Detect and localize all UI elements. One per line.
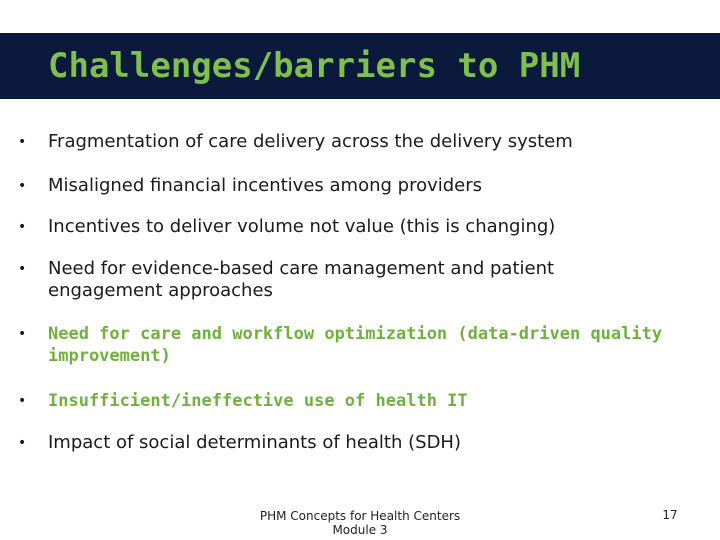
footer-line: PHM Concepts for Health Centers: [259, 509, 461, 523]
bullet-item: [18, 175, 678, 197]
bullet-text: Fragmentation of care delivery across the delivery system: [48, 131, 573, 152]
page-number: 17: [662, 508, 678, 522]
slide-title: Challenges/barriers to PHM: [48, 46, 581, 86]
bullet-dot-icon: •: [18, 435, 27, 451]
bullet-item-highlighted: [18, 323, 678, 367]
bullet-text: Need for care and workflow optimization (data-driven quality improvement): [48, 324, 663, 366]
bullet-dot-icon: •: [18, 393, 27, 409]
bullet-text: Need for evidence-based care management and patient engagement approaches: [48, 258, 555, 301]
bullet-dot-icon: •: [18, 326, 27, 342]
bullet-item: [18, 216, 678, 238]
bullet-dot-icon: •: [18, 261, 27, 277]
bullet-item: [18, 131, 678, 153]
footer-line: Module 3: [332, 523, 388, 537]
bullet-text: Insufficient/ineffective use of health IT: [48, 391, 468, 411]
bullet-item: [18, 258, 678, 302]
slide-footer: [255, 509, 465, 537]
bullet-text: Impact of social determinants of health (SDH): [48, 432, 461, 453]
bullet-dot-icon: •: [18, 219, 27, 235]
bullet-dot-icon: •: [18, 134, 27, 150]
bullet-text: Misaligned financial incentives among providers: [48, 175, 483, 196]
bullet-item-highlighted: [18, 390, 678, 412]
bullet-text: Incentives to deliver volume not value (this is changing): [48, 216, 556, 237]
bullet-dot-icon: •: [18, 178, 27, 194]
bullet-item: [18, 432, 678, 454]
